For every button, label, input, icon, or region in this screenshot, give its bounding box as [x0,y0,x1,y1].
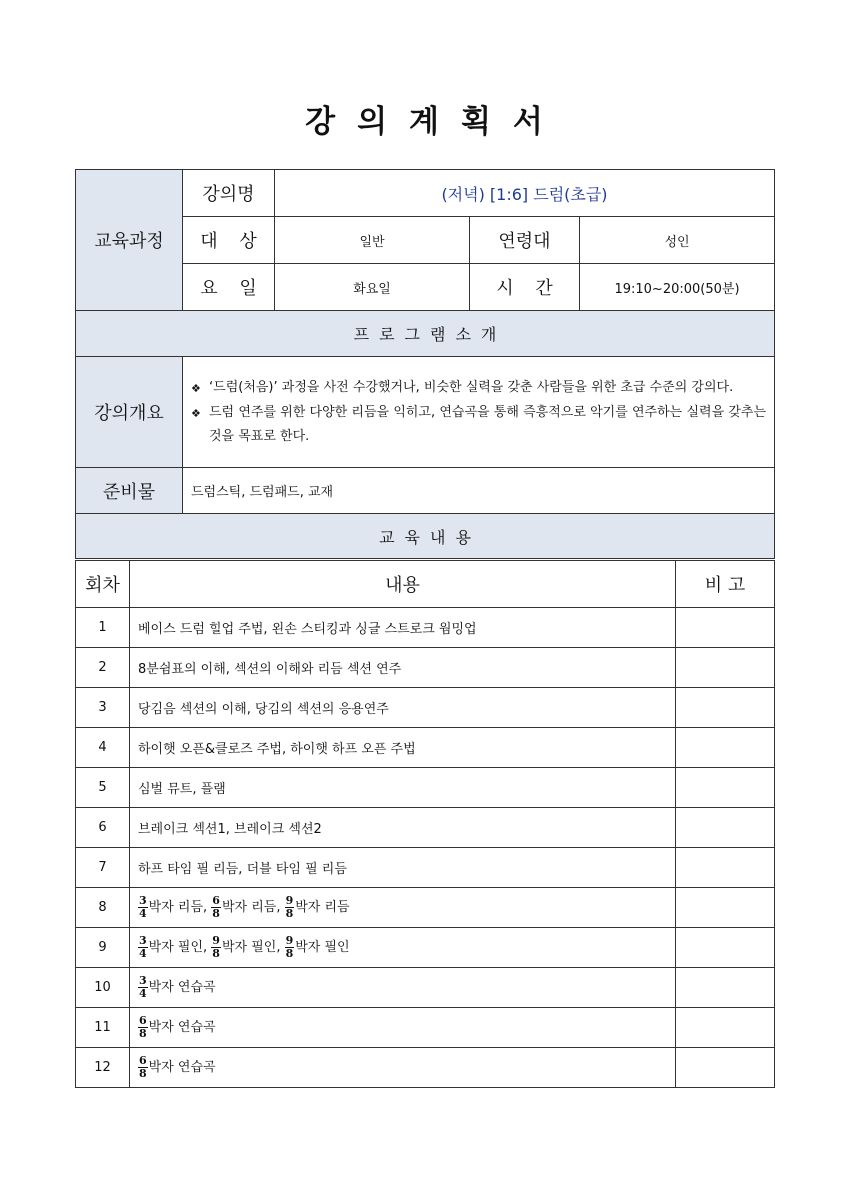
session-content: 심벌 뮤트, 플램 [130,768,676,808]
day-label: 요 일 [183,264,275,311]
session-number: 6 [76,808,130,848]
session-remarks [676,968,775,1008]
diamond-bullet-icon: ❖ [191,381,201,395]
session-remarks [676,1048,775,1088]
time-signature-numerator: 9 [212,934,220,947]
session-number: 10 [76,968,130,1008]
lesson-row [76,728,775,768]
lesson-row [76,1008,775,1048]
time-value: 19:10~20:00(50분) [580,264,775,311]
session-content-text: 박자 연습곡 [148,1020,216,1035]
session-content: 하이햇 오픈&클로즈 주법, 하이햇 하프 오픈 주법 [130,728,676,768]
time-signature-numerator: 6 [212,894,220,907]
education-content-header: 교육내용 [76,514,775,559]
session-content-text: 박자 연습곡 [148,980,216,995]
session-remarks [676,688,775,728]
session-number: 4 [76,728,130,768]
session-remarks [676,888,775,928]
time-signature [138,1055,148,1080]
time-signature [138,895,148,920]
time-signature-denominator: 4 [139,907,147,920]
session-content-text: 박자 필인, [221,940,285,955]
content-column-header: 내용 [130,561,676,608]
time-signature [138,1015,148,1040]
time-signature-denominator: 8 [139,1027,147,1040]
time-label: 시 간 [470,264,580,311]
session-remarks [676,728,775,768]
overview-content [183,357,775,468]
time-signature-denominator: 4 [139,987,147,1000]
lesson-row [76,968,775,1008]
lesson-table [75,560,775,1088]
session-content: 당김음 섹션의 이해, 당김의 섹션의 응용연주 [130,688,676,728]
time-signature-numerator: 6 [139,1014,147,1027]
session-content-text: 박자 필인, [148,940,212,955]
overview-text: 드럼 연주를 위한 다양한 리듬을 익히고, 연습곡을 통해 즉흥적으로 악기를 연주하는 실력을 갖추는 것을 목표로 한다. [209,404,767,444]
time-signature-numerator: 3 [139,934,147,947]
time-signature [211,895,221,920]
course-name-value: (저녁) [1:6] 드럼(초급) [275,170,775,217]
lesson-row [76,608,775,648]
time-signature-denominator: 8 [139,1067,147,1080]
time-signature-numerator: 3 [139,894,147,907]
session-content-text: 박자 연습곡 [148,1060,216,1075]
time-signature-denominator: 8 [285,947,294,960]
target-label: 대 상 [183,217,275,264]
time-signature-denominator: 8 [212,947,220,960]
lesson-row [76,888,775,928]
session-number: 11 [76,1008,130,1048]
session-remarks [676,608,775,648]
age-label: 연령대 [470,217,580,264]
session-content-text: 박자 필인 [295,940,350,955]
session-content: 8분쉼표의 이해, 섹션의 이해와 리듬 섹션 연주 [130,648,676,688]
session-remarks [676,648,775,688]
session-remarks [676,808,775,848]
time-signature-numerator: 9 [285,934,294,947]
session-remarks [676,1008,775,1048]
session-content [130,1008,676,1048]
session-number: 8 [76,888,130,928]
document-title: 강의계획서 [305,104,565,140]
session-content [130,888,676,928]
session-remarks [676,768,775,808]
session-number: 12 [76,1048,130,1088]
session-content: 브레이크 섹션1, 브레이크 섹션2 [130,808,676,848]
day-value: 화요일 [275,264,470,311]
session-content [130,1048,676,1088]
session-content-text: 박자 리듬, [221,900,285,915]
time-signature-denominator: 8 [285,907,294,920]
session-number: 2 [76,648,130,688]
session-content [130,968,676,1008]
overview-label: 강의개요 [76,357,183,468]
lesson-row [76,688,775,728]
time-signature-numerator: 6 [139,1054,147,1067]
course-info-table [75,169,775,559]
time-signature [138,935,148,960]
course-section-label: 교육과정 [76,170,183,311]
session-remarks [676,928,775,968]
age-value: 성인 [580,217,775,264]
lesson-row [76,808,775,848]
materials-value: 드럼스틱, 드럼패드, 교재 [183,468,775,514]
session-content-text: 박자 리듬, [148,900,212,915]
session-number: 9 [76,928,130,968]
time-signature [285,895,295,920]
overview-item [191,376,766,401]
course-name-label: 강의명 [183,170,275,217]
time-signature [211,935,221,960]
session-content: 베이스 드럼 힐업 주법, 왼손 스티킹과 싱글 스트로크 웜밍업 [130,608,676,648]
target-value: 일반 [275,217,470,264]
lesson-row [76,648,775,688]
lesson-row [76,1048,775,1088]
lesson-row [76,768,775,808]
time-signature-denominator: 4 [139,947,147,960]
overview-text: ‘드럼(처음)’ 과정을 사전 수강했거나, 비슷한 실력을 갖춘 사람들을 위한 초급 수준의 강의다. [209,379,734,395]
lesson-row [76,848,775,888]
session-content [130,928,676,968]
session-number: 5 [76,768,130,808]
time-signature-numerator: 9 [285,894,294,907]
materials-label: 준비물 [76,468,183,514]
overview-item [191,401,766,449]
remarks-column-header: 비 고 [676,561,775,608]
diamond-bullet-icon: ❖ [191,406,201,420]
time-signature [138,975,148,1000]
session-content: 하프 타임 필 리듬, 더블 타임 필 리듬 [130,848,676,888]
session-column-header: 회차 [76,561,130,608]
session-number: 3 [76,688,130,728]
program-intro-header: 프로그램소개 [76,311,775,357]
session-number: 7 [76,848,130,888]
time-signature-denominator: 8 [212,907,220,920]
session-content-text: 박자 리듬 [295,900,350,915]
lesson-row [76,928,775,968]
time-signature-numerator: 3 [139,974,147,987]
session-number: 1 [76,608,130,648]
session-remarks [676,848,775,888]
time-signature [285,935,295,960]
